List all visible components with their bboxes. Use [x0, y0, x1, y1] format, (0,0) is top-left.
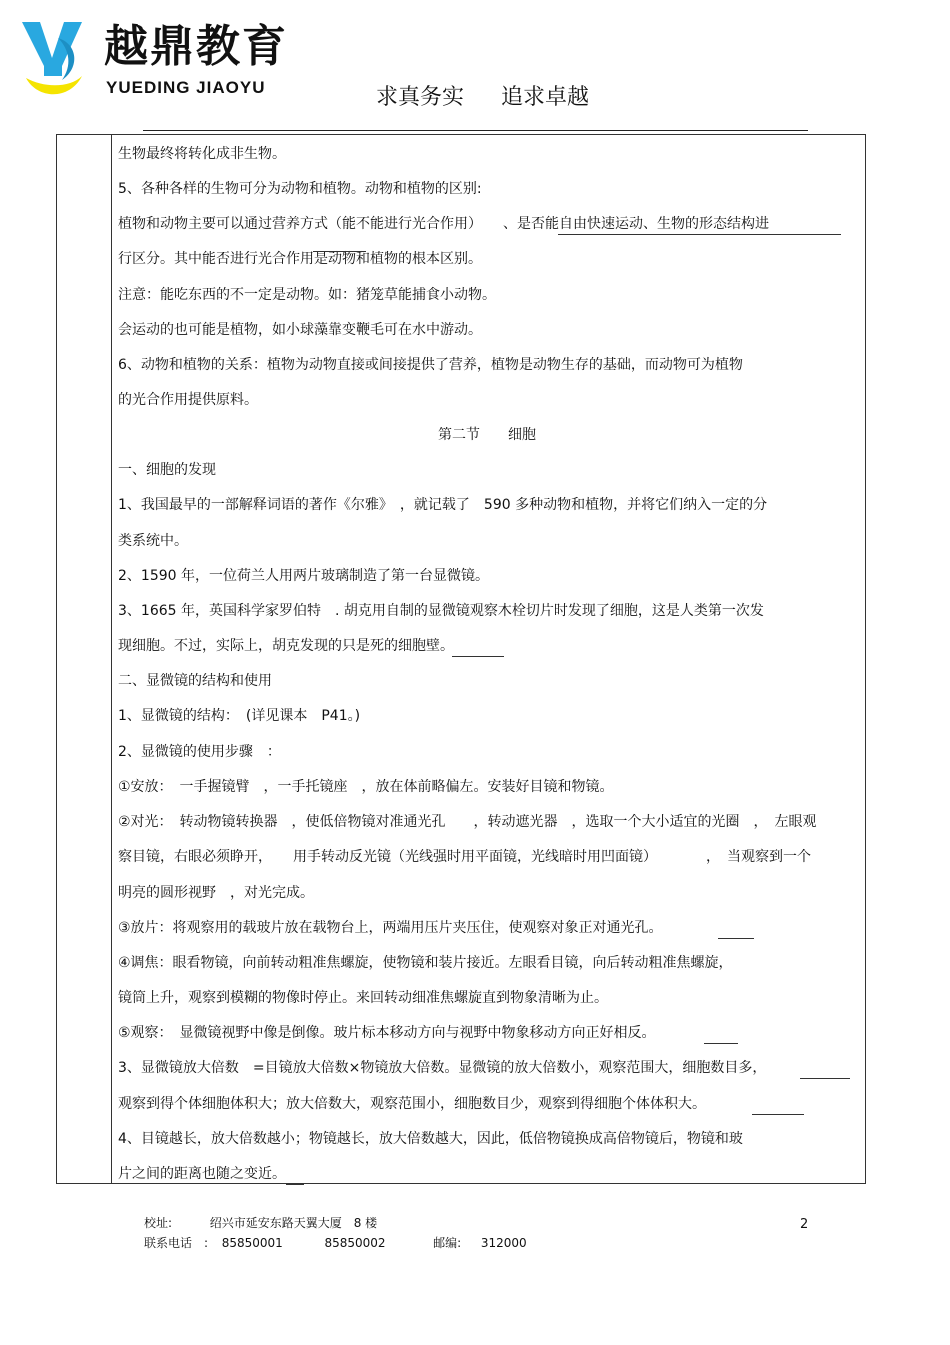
text-line: ②对光： 转动物镜转换器 ，使低倍物镜对准通光孔 ，转动遮光器 ，选取一个大小适宜的光圈 ， 左眼观	[118, 814, 817, 830]
text-line: 植物和动物主要可以通过营养方式（能不能进行光合作用） 、是否能自由快速运动、生物的形态结构进	[118, 216, 769, 232]
text-line: 行区分。其中能否进行光合作用是动物和植物的根本区别。	[118, 251, 482, 267]
motto: 求真务实 追求卓越	[376, 85, 589, 110]
text-line: ①安放： 一手握镜臂 ，一手托镜座 ，放在体前略偏左。安装好目镜和物镜。	[118, 779, 614, 795]
footer-address	[144, 1214, 377, 1231]
section-heading: 二、显微镜的结构和使用	[118, 673, 272, 689]
text-line: 注意：能吃东西的不一定是动物。如：猪笼草能捕食小动物。	[118, 287, 496, 303]
text-line: ⑤观察： 显微镜视野中像是倒像。玻片标本移动方向与视野中物象移动方向正好相反。	[118, 1025, 656, 1041]
fill-blank	[558, 220, 841, 235]
text-line: ③放片：将观察用的载玻片放在载物台上，两端用压片夹压住，使观察对象正对通光孔。	[118, 920, 663, 936]
text-line: 1、我国最早的一部解释词语的著作《尔雅》 ，就记载了 590 多种动物和植物，并将它们纳入一定的分	[118, 497, 768, 513]
text-line: 生物最终将转化成非生物。	[118, 146, 286, 162]
text-line: 会运动的也可能是植物，如小球藻靠变鞭毛可在水中游动。	[118, 322, 482, 338]
text-line: 的光合作用提供原料。	[118, 392, 258, 408]
phone-label: 联系电话 :	[144, 1236, 209, 1250]
address-label: 校址:	[144, 1216, 173, 1230]
text-line: 察目镜，右眼必须睁开， 用手转动反光镜（光线强时用平面镜，光线暗时用凹面镜） ， 当观察到一个	[118, 849, 811, 865]
phone-2: 85850002	[324, 1236, 386, 1250]
text-line: 4、目镜越长，放大倍数越小；物镜越长，放大倍数越大，因此，低倍物镜换成高倍物镜后，物镜和玻	[118, 1131, 743, 1147]
header-divider	[143, 130, 808, 131]
fill-blank	[800, 1064, 850, 1079]
postcode-label: 邮编:	[433, 1236, 462, 1250]
fill-blank	[452, 642, 504, 657]
phone-1: 85850001	[221, 1236, 283, 1250]
footer-contact	[144, 1234, 527, 1251]
section-title: 第二节 细胞	[438, 427, 536, 443]
text-line: 现细胞。不过，实际上，胡克发现的只是死的细胞壁。	[118, 638, 454, 654]
fill-blank	[704, 1029, 738, 1044]
page-number: 2	[800, 1217, 809, 1232]
brand-name-english: YUEDING JIAOYU	[106, 78, 266, 97]
text-line: 片之间的距离也随之变近。	[118, 1166, 286, 1182]
fill-blank	[286, 1170, 304, 1185]
text-line: ④调焦：眼看物镜，向前转动粗准焦螺旋，使物镜和装片接近。左眼看目镜，向后转动粗准焦螺旋，	[118, 955, 733, 971]
address-value: 绍兴市延安东路天翼大厦 8 楼	[209, 1216, 378, 1230]
text-line: 类系统中。	[118, 533, 188, 549]
text-line: 3、显微镜放大倍数 =目镜放大倍数×物镜放大倍数。显微镜的放大倍数小，观察范围大，细胞数目多，	[118, 1060, 767, 1076]
text-line: 观察到得个体细胞体积大；放大倍数大，观察范围小，细胞数目少，观察到得细胞个体体积大。	[118, 1096, 706, 1112]
yueding-logo	[18, 18, 88, 100]
text-line: 2、显微镜的使用步骤 ：	[118, 744, 281, 760]
text-line: 6、动物和植物的关系：植物为动物直接或间接提供了营养，植物是动物生存的基础，而动物可为植物	[118, 357, 743, 373]
text-line: 2、1590 年，一位荷兰人用两片玻璃制造了第一台显微镜。	[118, 568, 489, 584]
fill-blank	[313, 237, 366, 252]
postcode-value: 312000	[480, 1236, 527, 1250]
text-line: 镜筒上升，观察到模糊的物像时停止。来回转动细准焦螺旋直到物象清晰为止。	[118, 990, 608, 1006]
text-line: 明亮的圆形视野 ，对光完成。	[118, 885, 314, 901]
text-line: 5、各种各样的生物可分为动物和植物。动物和植物的区别:	[118, 181, 482, 197]
text-line: 3、1665 年，英国科学家罗伯特 . 胡克用自制的显微镜观察木栓切片时发现了细胞，这是人类第一次发	[118, 603, 764, 619]
brand-name: 越鼎教育	[104, 21, 288, 72]
table-column-divider	[111, 135, 112, 1183]
text-line: 1、显微镜的结构： (详见课本 P41。)	[118, 708, 361, 724]
section-heading: 一、细胞的发现	[118, 462, 216, 478]
fill-blank	[718, 924, 754, 939]
fill-blank	[752, 1100, 804, 1115]
